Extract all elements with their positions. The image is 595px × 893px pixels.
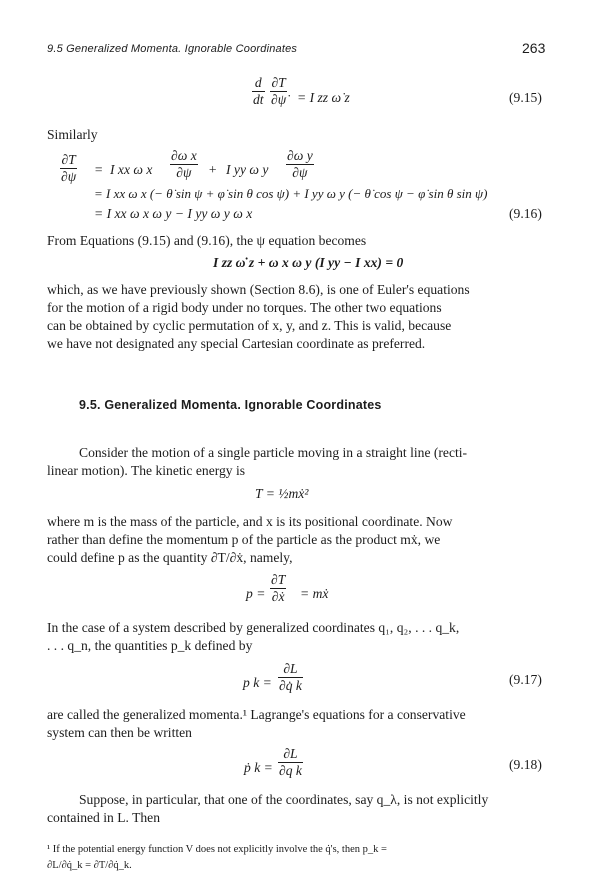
frac-numerator: d — [254, 75, 262, 90]
eq-9-15-rhs: = I zz ω̇ z — [297, 90, 350, 105]
para-are-called-line1: are called the generalized momenta.¹ Lagrange's equations for a conservative — [47, 707, 466, 722]
eq-9-16-lhs-frac — [60, 152, 77, 185]
para-where-line3: could define p as the quantity ∂T/∂ẋ, namely, — [47, 550, 293, 565]
eq-9-17-number: (9.17) — [509, 672, 542, 687]
eq-9-15-number: (9.15) — [509, 90, 542, 105]
frac-numerator: ∂ω y — [287, 148, 313, 163]
para-consider-line2: linear motion). The kinetic energy is — [47, 463, 246, 478]
eq-9-18-frac — [278, 746, 303, 779]
frac-denominator: ∂ψ — [176, 165, 192, 180]
footnote-line1: ¹ If the potential energy function V does not explicitly involve the q̇'s, then p_k = — [47, 844, 387, 855]
frac-numerator: ∂L — [283, 746, 298, 761]
para-in-case-line2: . . . q_n, the quantities p_k defined by — [47, 638, 253, 653]
eq-9-16-term1-frac — [170, 148, 198, 181]
para-suppose-line2: contained in L. Then — [47, 810, 160, 825]
para-suppose-line1: Suppose, in particular, that one of the coordinates, say q_λ, is not explicitly — [79, 792, 489, 807]
frac-denominator: dt — [253, 92, 264, 107]
frac-denominator: ∂ψ — [61, 169, 77, 184]
para-which-line2: for the motion of a rigid body under no torques. The other two equations — [47, 300, 442, 315]
frac-denominator: ∂ψ — [292, 165, 308, 180]
eq-9-16-plus: + — [208, 162, 218, 177]
eq-p-frac — [270, 572, 286, 605]
eq-9-15-frac-d-dt — [252, 75, 265, 108]
eq-9-16-term2-frac — [286, 148, 314, 181]
similarly-label: Similarly — [47, 127, 98, 142]
section-heading: 9.5. Generalized Momenta. Ignorable Coordinates — [79, 398, 382, 412]
eq-p-lhs: p = — [246, 586, 266, 601]
para-which-line1: which, as we have previously shown (Section 8.6), is one of Euler's equations — [47, 282, 470, 297]
frac-denominator: ∂ψ̇ — [271, 92, 287, 107]
frac-denominator: ∂q k — [279, 763, 302, 778]
eq-9-16-term2: I yy ω y — [226, 162, 269, 177]
frac-denominator: ∂ẋ — [271, 589, 285, 604]
para-consider-line1: Consider the motion of a single particle moving in a straight line (recti- — [79, 445, 468, 460]
eq-9-16-term1: I xx ω x — [110, 162, 153, 177]
frac-numerator: ∂L — [283, 661, 298, 676]
footnote-line2: ∂L/∂q̇_k = ∂T/∂q̇_k. — [47, 860, 132, 871]
para-in-case-line1: In the case of a system described by generalized coordinates q₁, q₂, . . . q_k, — [47, 620, 460, 635]
euler-equation: I zz ω̇ z + ω x ω y (I yy − I xx) = 0 — [213, 255, 404, 270]
frac-numerator: ∂T — [61, 152, 76, 167]
eq-9-16-number: (9.16) — [509, 206, 542, 221]
eq-p-rhs: = mẋ — [300, 586, 329, 601]
frac-denominator: ∂q̇ k — [279, 678, 302, 693]
kinetic-energy-equation: T = ½mẋ² — [255, 486, 309, 501]
para-which-line3: can be obtained by cyclic permutation of x, y, and z. This is valid, because — [47, 318, 452, 333]
running-title: 9.5 Generalized Momenta. Ignorable Coordinates — [47, 43, 298, 55]
frac-numerator: ∂T — [271, 572, 286, 587]
frac-numerator: ∂ω x — [171, 148, 197, 163]
para-from-equations: From Equations (9.15) and (9.16), the ψ equation becomes — [47, 233, 367, 248]
eq-9-18-number: (9.18) — [509, 757, 542, 772]
eq-9-17-frac — [278, 661, 303, 694]
para-are-called-line2: system can then be written — [47, 725, 192, 740]
eq-9-16-line2: = I xx ω x (− θ̇ sin ψ + φ̇ sin θ cos ψ) + I yy ω y (− θ̇ cos ψ − φ̇ sin θ sin ψ) — [94, 186, 488, 201]
eq-9-17-lhs: p k = — [243, 675, 272, 690]
eq-9-16-equals: = — [94, 162, 104, 177]
para-which-line4: we have not designated any special Cartesian coordinate as preferred. — [47, 336, 426, 351]
para-where-line2: rather than define the momentum p of the particle as the product mẋ, we — [47, 532, 441, 547]
eq-9-18-lhs: ṗ k = — [244, 760, 273, 775]
frac-numerator: ∂T — [271, 75, 286, 90]
page-number: 263 — [522, 40, 546, 56]
para-where-line1: where m is the mass of the particle, and x is its positional coordinate. Now — [47, 514, 453, 529]
eq-9-15-frac-dT-dpsidot — [270, 75, 287, 108]
eq-9-16-line3: = I xx ω x ω y − I yy ω y ω x — [94, 206, 253, 221]
